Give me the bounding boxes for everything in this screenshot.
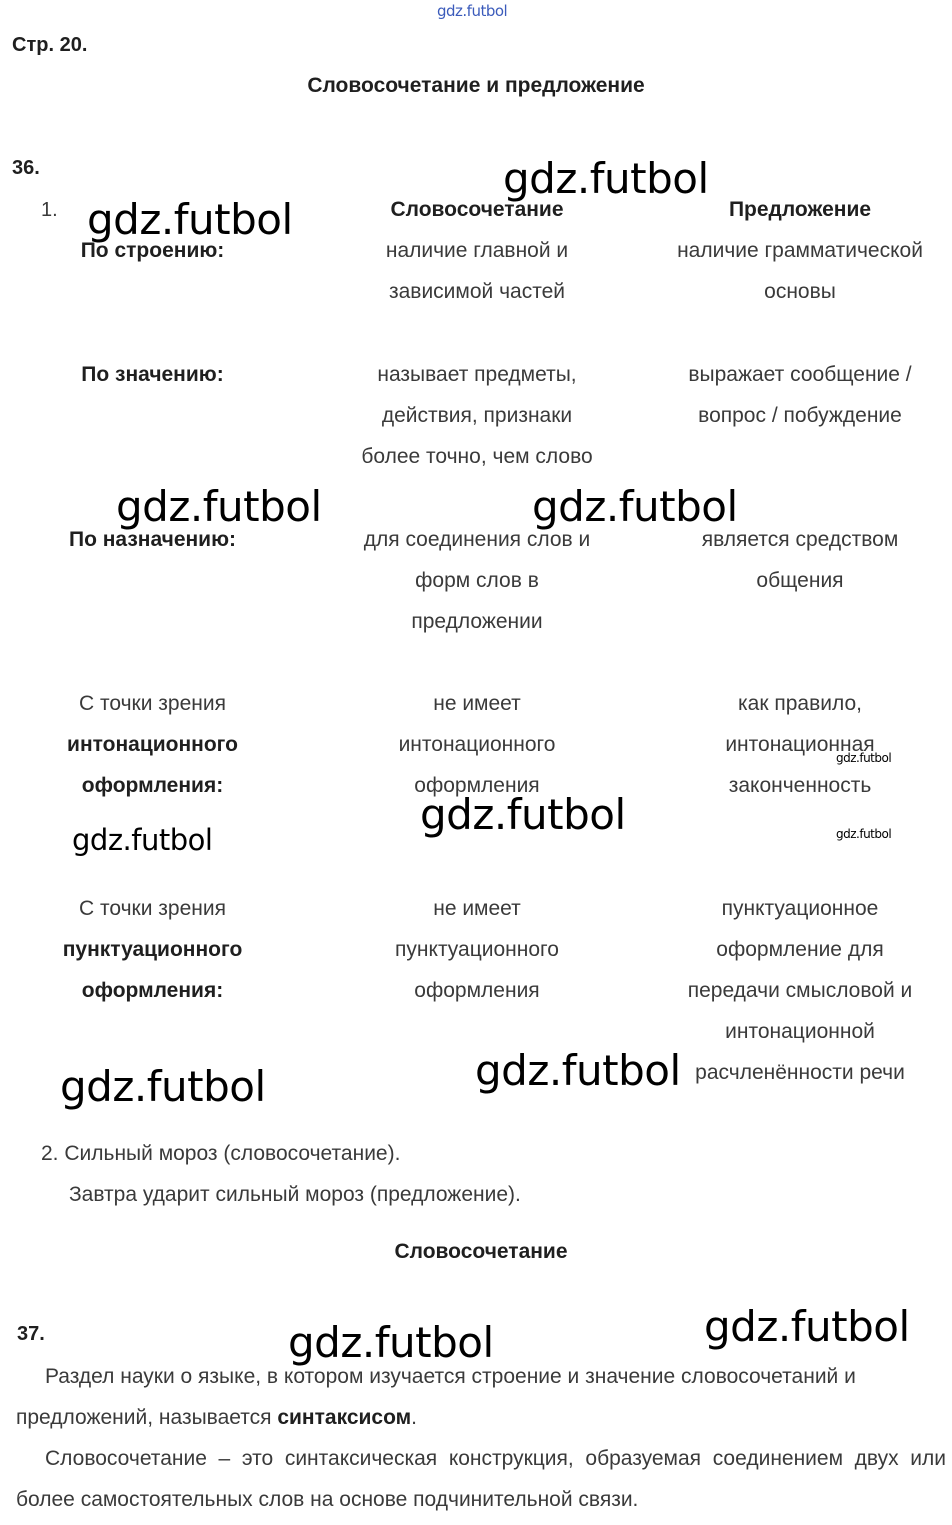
cell-sentence-meaning	[650, 354, 950, 436]
cell-line: зависимой частей	[388, 280, 566, 303]
cell-line: действия, признаки	[381, 404, 573, 427]
paragraph-1	[16, 1356, 946, 1438]
cell-phrase-intonation	[337, 683, 617, 806]
watermark: gdz.futbol	[503, 154, 709, 203]
row-label-line: С точки зрения	[79, 897, 226, 920]
item-1-number: 1.	[41, 199, 58, 221]
cell-line: законченность	[728, 774, 872, 797]
watermark-small: gdz.futbol	[836, 827, 892, 841]
cell-line: пунктуационное	[721, 897, 879, 920]
item-2-line-1: 2. Сильный мороз (словосочетание).	[41, 1142, 401, 1165]
cell-line: не имеет	[433, 897, 521, 920]
cell-line: выражает сообщение /	[688, 363, 912, 386]
cell-line: называет предметы,	[377, 363, 577, 386]
column-header-phrase: Словосочетание	[390, 198, 564, 221]
watermark: gdz.futbol	[60, 1062, 266, 1111]
cell-sentence-structure	[650, 230, 950, 312]
cell-line: передачи смысловой и	[687, 979, 913, 1002]
cell-line: пунктуационного	[395, 938, 559, 961]
page-label: Стр. 20.	[12, 34, 88, 56]
row-label-meaning	[30, 354, 275, 395]
cell-line: интонационной	[725, 1020, 875, 1043]
cell-line: оформления	[414, 979, 540, 1002]
paragraph-2: Словосочетание – это синтаксическая конструкция, образуемая соединением двух или более самостоятельных слов на основе подчинительной связи.	[16, 1447, 946, 1511]
cell-phrase-punctuation	[337, 888, 617, 1011]
cell-phrase-structure	[337, 230, 617, 312]
paragraph-1-text: Раздел науки о языке, в котором изучается строение и значение словосочетаний и предложений, называется	[16, 1365, 856, 1429]
row-label-line: оформления:	[81, 774, 224, 797]
cell-line: более точно, чем слово	[361, 445, 593, 468]
term-syntax: синтаксисом	[277, 1406, 412, 1429]
cell-line: является средством	[701, 528, 899, 551]
cell-line: интонационного	[398, 733, 556, 756]
row-label-line: интонационного	[67, 733, 238, 756]
section-heading: Словосочетание	[394, 1240, 568, 1263]
page-heading: Словосочетание и предложение	[307, 74, 645, 97]
watermark: gdz.futbol	[475, 1046, 681, 1095]
row-label-line: пунктуационного	[62, 938, 243, 961]
row-label-line: По строению:	[80, 239, 225, 262]
cell-line: предложении	[411, 610, 543, 633]
watermark: gdz.futbol	[116, 482, 322, 531]
watermark: gdz.futbol	[532, 482, 738, 531]
cell-line: оформления	[414, 774, 540, 797]
row-label-punctuation	[30, 888, 275, 1011]
cell-line: не имеет	[433, 692, 521, 715]
row-label-line: оформления:	[81, 979, 224, 1002]
column-header-sentence: Предложение	[728, 198, 872, 221]
watermark: gdz.futbol	[420, 790, 626, 839]
watermark: gdz.futbol	[87, 195, 293, 244]
paragraph-1-end: .	[411, 1406, 418, 1429]
cell-line: общения	[756, 569, 844, 592]
row-label-line: По значению:	[81, 363, 224, 386]
cell-line: наличие грамматической	[677, 239, 923, 262]
cell-sentence-punctuation	[650, 888, 950, 1093]
cell-line: как правило,	[738, 692, 862, 715]
exercise-36-number: 36.	[12, 157, 40, 179]
watermark: gdz.futbol	[704, 1302, 910, 1351]
watermark: gdz.futbol	[288, 1318, 494, 1367]
watermark-top: gdz.futbol	[437, 2, 508, 20]
cell-sentence-intonation	[650, 683, 950, 806]
cell-line: интонационная	[725, 733, 875, 756]
cell-sentence-purpose	[650, 519, 950, 601]
row-label-line: По назначению:	[68, 528, 237, 551]
cell-line: расчленённости речи	[695, 1061, 905, 1084]
cell-line: для соединения слов и	[363, 528, 591, 551]
watermark-small: gdz.futbol	[836, 751, 892, 765]
item-2-line-2: Завтра ударит сильный мороз (предложение).	[69, 1183, 521, 1206]
exercise-37-number: 37.	[17, 1323, 45, 1345]
cell-phrase-meaning	[337, 354, 617, 477]
cell-line: наличие главной и	[385, 239, 569, 262]
cell-line: вопрос / побуждение	[698, 404, 902, 427]
row-label-intonation	[30, 683, 275, 806]
cell-line: основы	[764, 280, 836, 303]
cell-phrase-purpose	[337, 519, 617, 642]
cell-line: оформление для	[716, 938, 884, 961]
row-label-line: С точки зрения	[79, 692, 226, 715]
watermark: gdz.futbol	[72, 823, 213, 857]
cell-line: форм слов в	[415, 569, 539, 592]
